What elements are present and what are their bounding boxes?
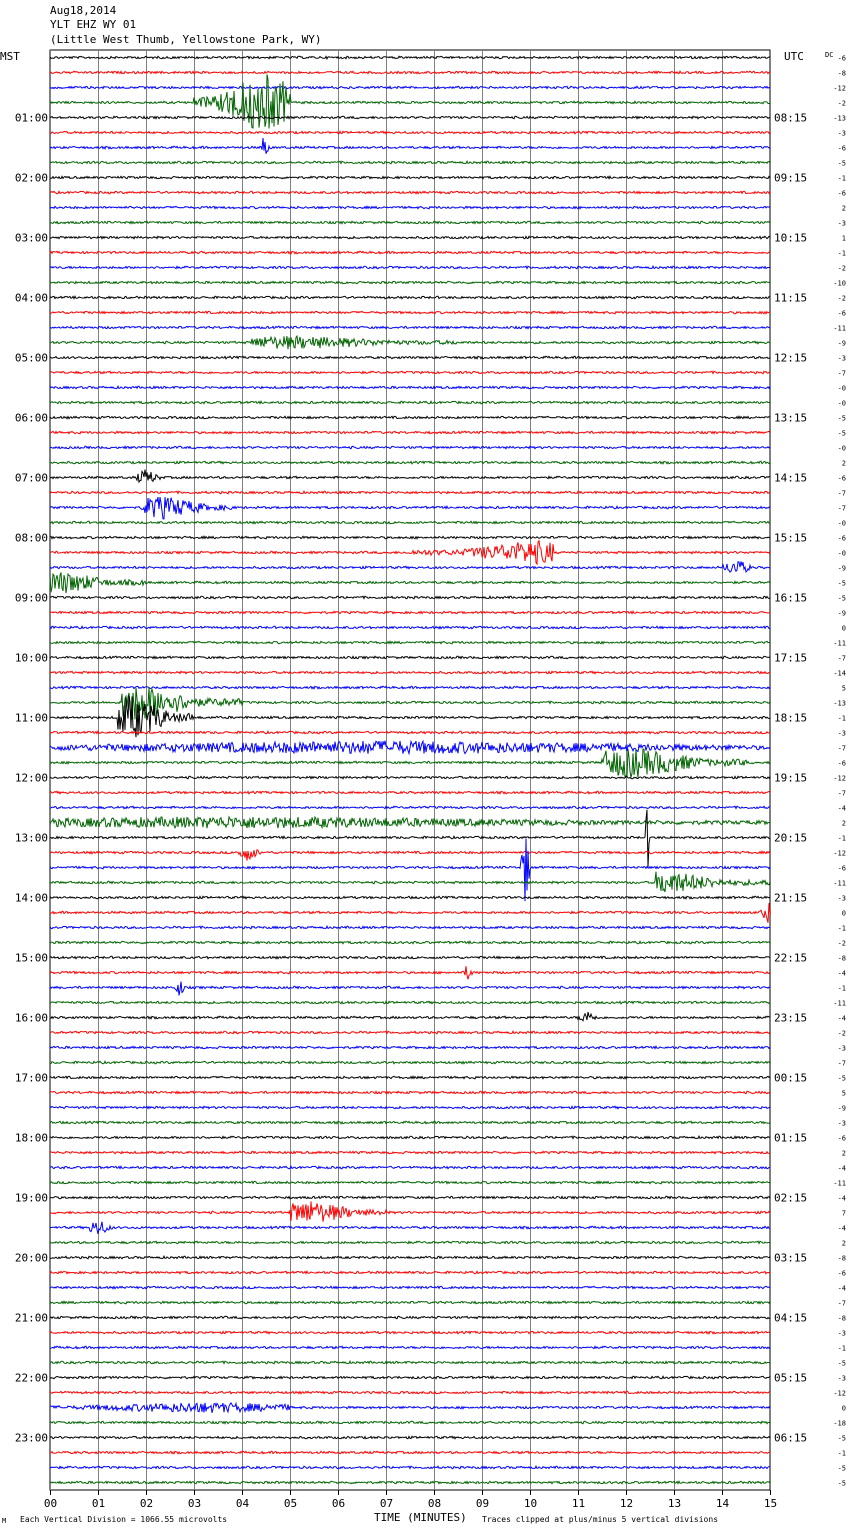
mst-hour-label: 07:00 bbox=[14, 471, 48, 485]
dc-offset: -12 bbox=[833, 84, 846, 93]
dc-offset: -12 bbox=[833, 1389, 846, 1398]
trace bbox=[50, 521, 770, 524]
utc-hour-label: 21:15 bbox=[774, 891, 808, 905]
trace bbox=[50, 1331, 770, 1334]
x-tick-label: 14 bbox=[715, 1497, 730, 1510]
trace bbox=[50, 1031, 770, 1034]
trace bbox=[50, 1136, 770, 1139]
dc-offset: 2 bbox=[841, 459, 846, 468]
x-tick-label: 12 bbox=[619, 1497, 634, 1510]
trace bbox=[50, 956, 770, 959]
dc-offset: 1 bbox=[841, 234, 846, 243]
dc-offset: -6 bbox=[837, 474, 846, 483]
dc-offset: -11 bbox=[833, 999, 846, 1008]
trace bbox=[50, 536, 770, 539]
utc-axis-label: UTC bbox=[784, 50, 804, 63]
trace bbox=[50, 1121, 770, 1124]
trace bbox=[50, 839, 770, 902]
dc-offset: -3 bbox=[837, 1329, 846, 1338]
mst-hour-label: 17:00 bbox=[14, 1071, 48, 1085]
trace bbox=[50, 749, 770, 777]
dc-offset: -5 bbox=[837, 1434, 846, 1443]
trace bbox=[50, 656, 770, 659]
utc-hour-label: 03:15 bbox=[774, 1251, 808, 1265]
dc-offset: 0 bbox=[841, 624, 846, 633]
dc-offset: -1 bbox=[837, 714, 846, 723]
trace bbox=[50, 326, 770, 329]
trace bbox=[50, 641, 770, 644]
trace bbox=[50, 1256, 770, 1259]
trace bbox=[50, 896, 770, 899]
dc-offset: 2 bbox=[841, 204, 846, 213]
dc-offset: -5 bbox=[837, 594, 846, 603]
dc-offset: -11 bbox=[833, 639, 846, 648]
trace bbox=[50, 741, 770, 754]
x-tick-label: 10 bbox=[523, 1497, 538, 1510]
trace bbox=[50, 686, 770, 689]
dc-offset: 2 bbox=[841, 819, 846, 828]
mst-hour-label: 12:00 bbox=[14, 771, 48, 785]
dc-offset: -5 bbox=[837, 414, 846, 423]
dc-offset: -8 bbox=[837, 1314, 846, 1323]
trace bbox=[50, 1451, 770, 1454]
dc-offset: -7 bbox=[837, 1059, 846, 1068]
dc-offset: -7 bbox=[837, 504, 846, 513]
trace bbox=[50, 86, 770, 88]
trace bbox=[50, 497, 770, 519]
utc-hour-label: 12:15 bbox=[774, 351, 808, 365]
trace bbox=[50, 817, 770, 828]
scale-note: Each Vertical Division = 1066.55 microvolts bbox=[20, 1515, 228, 1524]
trace bbox=[50, 791, 770, 794]
dc-offset: -3 bbox=[837, 1119, 846, 1128]
x-tick-label: 05 bbox=[283, 1497, 298, 1510]
trace bbox=[50, 982, 770, 996]
dc-offset: 7 bbox=[841, 1209, 846, 1218]
trace bbox=[50, 1106, 770, 1109]
station-label: YLT EHZ WY 01 bbox=[50, 18, 137, 31]
trace bbox=[50, 1271, 770, 1274]
dc-offset: -5 bbox=[837, 1359, 846, 1368]
trace bbox=[50, 491, 770, 494]
x-tick-label: 06 bbox=[331, 1497, 346, 1510]
mst-hour-label: 15:00 bbox=[14, 951, 48, 965]
mst-hour-label: 01:00 bbox=[14, 111, 48, 125]
trace bbox=[50, 386, 770, 389]
dc-offset: -9 bbox=[837, 564, 846, 573]
plot-frame bbox=[50, 50, 770, 1490]
trace bbox=[50, 176, 770, 178]
dc-offset: -6 bbox=[837, 534, 846, 543]
dc-offset: -9 bbox=[837, 609, 846, 618]
trace bbox=[50, 461, 770, 464]
dc-offset: -2 bbox=[837, 939, 846, 948]
trace bbox=[50, 1181, 770, 1184]
dc-offset: -0 bbox=[837, 399, 846, 408]
dc-offset: -10 bbox=[833, 279, 846, 288]
dc-offset: -6 bbox=[837, 1134, 846, 1143]
dc-offset: -7 bbox=[837, 369, 846, 378]
trace bbox=[50, 336, 770, 349]
trace bbox=[50, 731, 770, 734]
dc-offset: -4 bbox=[837, 1224, 846, 1233]
trace bbox=[50, 266, 770, 269]
x-tick-label: 04 bbox=[235, 1497, 250, 1510]
mst-hour-label: 02:00 bbox=[14, 171, 48, 185]
dc-offset: -8 bbox=[837, 69, 846, 78]
trace bbox=[50, 926, 770, 929]
dc-offset: -6 bbox=[837, 54, 846, 63]
utc-hour-label: 06:15 bbox=[774, 1431, 808, 1445]
mst-hour-label: 03:00 bbox=[14, 231, 48, 245]
dc-offset: -12 bbox=[833, 774, 846, 783]
utc-hour-label: 19:15 bbox=[774, 771, 808, 785]
trace bbox=[50, 872, 770, 892]
dc-offset: -14 bbox=[833, 669, 846, 678]
mst-hour-label: 08:00 bbox=[14, 531, 48, 545]
trace bbox=[50, 561, 770, 572]
trace bbox=[50, 401, 770, 404]
dc-offset: -6 bbox=[837, 1269, 846, 1278]
trace bbox=[50, 1001, 770, 1004]
mst-hour-label: 18:00 bbox=[14, 1131, 48, 1145]
trace bbox=[50, 431, 770, 434]
mst-hour-label: 04:00 bbox=[14, 291, 48, 305]
trace bbox=[50, 1201, 770, 1221]
dc-offset: -3 bbox=[837, 729, 846, 738]
location-label: (Little West Thumb, Yellowstone Park, WY) bbox=[50, 33, 322, 46]
dc-offset: -4 bbox=[837, 1164, 846, 1173]
utc-hour-label: 18:15 bbox=[774, 711, 808, 725]
utc-hour-label: 15:15 bbox=[774, 531, 808, 545]
dc-offset: -2 bbox=[837, 294, 846, 303]
dc-offset: -4 bbox=[837, 804, 846, 813]
footer-mark: M bbox=[2, 1517, 7, 1525]
dc-offset: 2 bbox=[841, 1149, 846, 1158]
dc-offset: 5 bbox=[841, 1089, 846, 1098]
mst-hour-label: 14:00 bbox=[14, 891, 48, 905]
mst-hour-label: 21:00 bbox=[14, 1311, 48, 1325]
utc-hour-label: 17:15 bbox=[774, 651, 808, 665]
dc-offset: -8 bbox=[837, 1254, 846, 1263]
dc-offset: 2 bbox=[841, 1239, 846, 1248]
trace bbox=[50, 311, 770, 314]
mst-hour-label: 19:00 bbox=[14, 1191, 48, 1205]
x-tick-label: 03 bbox=[187, 1497, 202, 1510]
dc-offset: 0 bbox=[841, 1404, 846, 1413]
utc-hour-label: 00:15 bbox=[774, 1071, 808, 1085]
trace bbox=[50, 1466, 770, 1469]
utc-hour-label: 08:15 bbox=[774, 111, 808, 125]
traces bbox=[50, 56, 770, 1483]
trace bbox=[50, 671, 770, 674]
trace bbox=[50, 236, 770, 239]
trace bbox=[50, 1436, 770, 1439]
trace bbox=[50, 810, 770, 868]
utc-hour-label: 11:15 bbox=[774, 291, 808, 305]
trace bbox=[50, 446, 770, 449]
dc-offset: -6 bbox=[837, 144, 846, 153]
dc-offset: -2 bbox=[837, 99, 846, 108]
dc-offset: -3 bbox=[837, 1044, 846, 1053]
dc-offset: -4 bbox=[837, 1194, 846, 1203]
dc-offset: 5 bbox=[841, 684, 846, 693]
mst-hour-label: 09:00 bbox=[14, 591, 48, 605]
dc-offset: -7 bbox=[837, 1299, 846, 1308]
mst-axis-label: MST bbox=[0, 50, 20, 63]
dc-offset: -8 bbox=[837, 954, 846, 963]
dc-offset: -1 bbox=[837, 1449, 846, 1458]
dc-offset: -7 bbox=[837, 489, 846, 498]
dc-offset: -0 bbox=[837, 519, 846, 528]
dc-offset: -5 bbox=[837, 1074, 846, 1083]
trace bbox=[50, 776, 770, 779]
utc-hour-label: 23:15 bbox=[774, 1011, 808, 1025]
dc-offset: -4 bbox=[837, 1284, 846, 1293]
trace bbox=[50, 1166, 770, 1169]
dc-offset: -4 bbox=[837, 969, 846, 978]
dc-offset: -11 bbox=[833, 324, 846, 333]
trace bbox=[50, 850, 770, 861]
utc-hour-label: 16:15 bbox=[774, 591, 808, 605]
trace bbox=[50, 1061, 770, 1064]
trace bbox=[50, 281, 770, 283]
utc-hour-label: 05:15 bbox=[774, 1371, 808, 1385]
dc-offset: -1 bbox=[837, 1344, 846, 1353]
x-tick-label: 11 bbox=[571, 1497, 586, 1510]
dc-offset: -13 bbox=[833, 699, 846, 708]
trace bbox=[50, 1361, 770, 1364]
dc-offset: -3 bbox=[837, 129, 846, 138]
trace bbox=[50, 138, 770, 154]
trace bbox=[50, 626, 770, 629]
dc-offset: -0 bbox=[837, 444, 846, 453]
trace bbox=[50, 75, 770, 129]
dc-offset: -7 bbox=[837, 789, 846, 798]
utc-hour-label: 10:15 bbox=[774, 231, 808, 245]
dc-offset: 0 bbox=[841, 909, 846, 918]
dc-offset: -6 bbox=[837, 759, 846, 768]
dc-offset: -1 bbox=[837, 924, 846, 933]
x-tick-label: 01 bbox=[91, 1497, 106, 1510]
dc-offset: -1 bbox=[837, 984, 846, 993]
x-tick-label: 15 bbox=[763, 1497, 778, 1510]
dc-offset: -6 bbox=[837, 189, 846, 198]
mst-hour-label: 23:00 bbox=[14, 1431, 48, 1445]
trace bbox=[50, 572, 770, 593]
trace bbox=[50, 1012, 770, 1021]
trace bbox=[50, 966, 770, 979]
trace bbox=[50, 1076, 770, 1079]
dc-label: DC bbox=[825, 51, 834, 59]
dc-offset: -18 bbox=[833, 1419, 846, 1428]
x-tick-label: 02 bbox=[139, 1497, 154, 1510]
trace bbox=[50, 71, 770, 74]
trace bbox=[50, 56, 770, 59]
dc-offset: -1 bbox=[837, 834, 846, 843]
dc-offset: -5 bbox=[837, 429, 846, 438]
dc-offset: -0 bbox=[837, 549, 846, 558]
utc-hour-label: 01:15 bbox=[774, 1131, 808, 1145]
dc-offset: -7 bbox=[837, 744, 846, 753]
trace bbox=[50, 356, 770, 359]
mst-hour-label: 10:00 bbox=[14, 651, 48, 665]
x-tick-label: 09 bbox=[475, 1497, 490, 1510]
trace bbox=[50, 541, 770, 564]
mst-hour-label: 11:00 bbox=[14, 711, 48, 725]
trace bbox=[50, 1301, 770, 1304]
trace bbox=[50, 1403, 770, 1413]
dc-offset: -6 bbox=[837, 309, 846, 318]
trace bbox=[50, 1481, 770, 1483]
dc-offset: -13 bbox=[833, 114, 846, 123]
x-axis-title: TIME (MINUTES) bbox=[374, 1511, 467, 1524]
dc-offset: -5 bbox=[837, 1479, 846, 1488]
dc-offset: -0 bbox=[837, 384, 846, 393]
dc-offset: -11 bbox=[833, 879, 846, 888]
trace bbox=[50, 131, 770, 134]
trace bbox=[50, 416, 770, 419]
dc-offset: -3 bbox=[837, 354, 846, 363]
utc-hour-label: 20:15 bbox=[774, 831, 808, 845]
mst-hour-label: 05:00 bbox=[14, 351, 48, 365]
trace bbox=[50, 470, 770, 482]
labels bbox=[15, 55, 846, 1511]
trace bbox=[50, 371, 770, 374]
trace bbox=[50, 1241, 770, 1244]
dc-offset: -5 bbox=[837, 1464, 846, 1473]
trace bbox=[50, 116, 770, 118]
utc-hour-label: 13:15 bbox=[774, 411, 808, 425]
trace bbox=[50, 1346, 770, 1349]
mst-hour-label: 06:00 bbox=[14, 411, 48, 425]
utc-hour-label: 14:15 bbox=[774, 471, 808, 485]
trace bbox=[50, 1391, 770, 1394]
dc-offset: -5 bbox=[837, 159, 846, 168]
mst-hour-label: 13:00 bbox=[14, 831, 48, 845]
x-tick-label: 13 bbox=[667, 1497, 682, 1510]
trace bbox=[50, 1222, 770, 1234]
dc-offset: -5 bbox=[837, 579, 846, 588]
dc-offset: -1 bbox=[837, 249, 846, 258]
dc-offset: -3 bbox=[837, 219, 846, 228]
dc-offset: -2 bbox=[837, 264, 846, 273]
trace bbox=[50, 191, 770, 194]
trace bbox=[50, 1151, 770, 1153]
x-tick-label: 07 bbox=[379, 1497, 394, 1510]
dc-offset: -2 bbox=[837, 1029, 846, 1038]
mst-hour-label: 20:00 bbox=[14, 1251, 48, 1265]
trace bbox=[50, 1196, 770, 1199]
trace bbox=[50, 1376, 770, 1379]
mst-hour-label: 16:00 bbox=[14, 1011, 48, 1025]
utc-hour-label: 02:15 bbox=[774, 1191, 808, 1205]
dc-offset: -6 bbox=[837, 864, 846, 873]
trace bbox=[50, 251, 770, 254]
trace bbox=[50, 941, 770, 944]
dc-offset: -3 bbox=[837, 1374, 846, 1383]
trace bbox=[50, 611, 770, 613]
trace bbox=[50, 161, 770, 164]
dc-offset: -7 bbox=[837, 654, 846, 663]
dc-offset: -3 bbox=[837, 894, 846, 903]
trace bbox=[50, 1286, 770, 1289]
dc-offset: -9 bbox=[837, 339, 846, 348]
dc-offset: -11 bbox=[833, 1179, 846, 1188]
trace bbox=[50, 221, 770, 224]
trace bbox=[50, 687, 770, 719]
utc-hour-label: 04:15 bbox=[774, 1311, 808, 1325]
trace bbox=[50, 903, 770, 923]
trace bbox=[50, 596, 770, 599]
trace bbox=[50, 806, 770, 809]
mst-hour-label: 22:00 bbox=[14, 1371, 48, 1385]
date-label: Aug18,2014 bbox=[50, 4, 117, 17]
dc-offset: -1 bbox=[837, 174, 846, 183]
trace bbox=[50, 1421, 770, 1423]
utc-hour-label: 09:15 bbox=[774, 171, 808, 185]
dc-offset: -4 bbox=[837, 1014, 846, 1023]
dc-offset: -12 bbox=[833, 849, 846, 858]
clip-note: Traces clipped at plus/minus 5 vertical divisions bbox=[482, 1515, 719, 1524]
utc-hour-label: 22:15 bbox=[774, 951, 808, 965]
dc-offset: -9 bbox=[837, 1104, 846, 1113]
x-tick-label: 08 bbox=[427, 1497, 442, 1510]
trace bbox=[50, 1091, 770, 1094]
trace bbox=[50, 296, 770, 299]
trace bbox=[50, 1046, 770, 1048]
x-tick-label: 00 bbox=[43, 1497, 58, 1510]
trace bbox=[50, 1316, 770, 1319]
trace bbox=[50, 206, 770, 209]
